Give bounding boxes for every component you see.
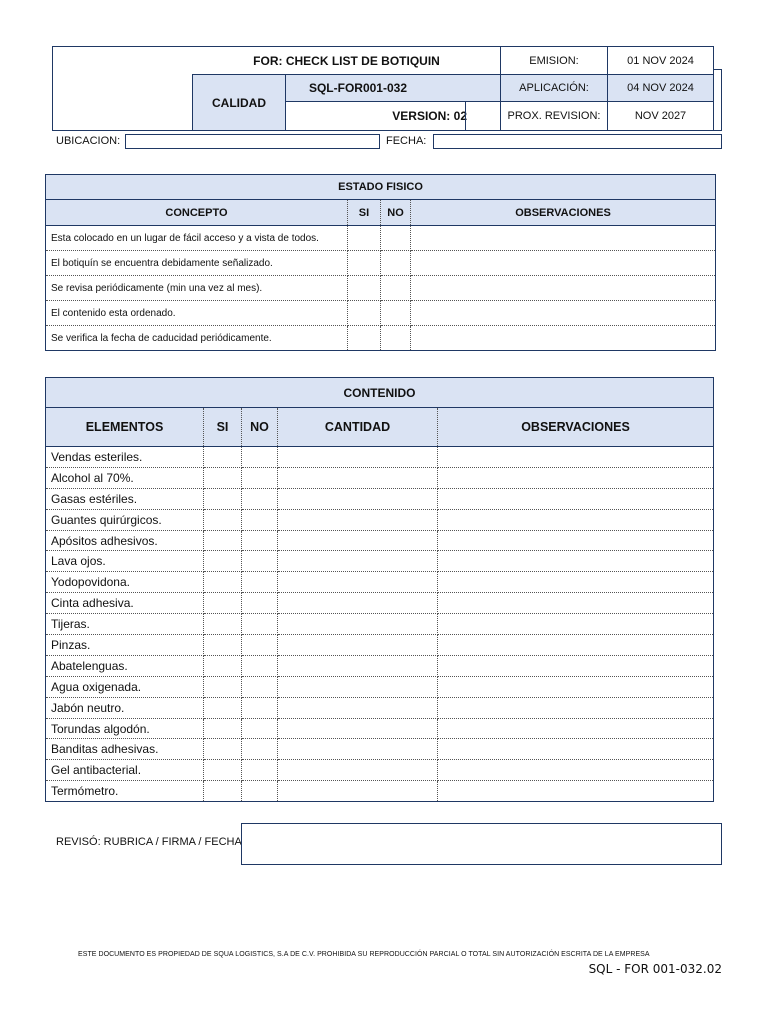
si-checkbox[interactable]	[204, 447, 242, 468]
contenido-row	[46, 635, 714, 656]
si-checkbox[interactable]	[204, 614, 242, 635]
elemento-cell: Tijeras.	[46, 614, 204, 635]
contenido-row	[46, 447, 714, 468]
no-checkbox[interactable]	[242, 697, 278, 718]
contenido-row	[46, 488, 714, 509]
cantidad-field[interactable]	[278, 593, 438, 614]
estado-fisico-title: ESTADO FISICO	[46, 175, 716, 200]
observaciones-field[interactable]	[438, 760, 714, 781]
observaciones-field[interactable]	[438, 593, 714, 614]
si-checkbox[interactable]	[348, 301, 381, 326]
cantidad-field[interactable]	[278, 447, 438, 468]
si-checkbox[interactable]	[204, 655, 242, 676]
si-checkbox[interactable]	[348, 251, 381, 276]
contenido-row	[46, 739, 714, 760]
observaciones-field[interactable]	[411, 326, 716, 351]
si-checkbox[interactable]	[204, 530, 242, 551]
no-checkbox[interactable]	[242, 467, 278, 488]
contenido-row	[46, 551, 714, 572]
observaciones-field[interactable]	[438, 739, 714, 760]
reviso-label: REVISÓ: RUBRICA / FIRMA / FECHA	[56, 836, 242, 848]
contenido-row	[46, 676, 714, 697]
observaciones-field[interactable]	[438, 509, 714, 530]
si-checkbox[interactable]	[204, 488, 242, 509]
elemento-cell: Lava ojos.	[46, 551, 204, 572]
contenido-title: CONTENIDO	[46, 378, 714, 408]
si-checkbox[interactable]	[348, 226, 381, 251]
contenido-table	[45, 377, 714, 802]
prox-revision-label: PROX. REVISION:	[500, 101, 607, 130]
no-checkbox[interactable]	[242, 614, 278, 635]
no-checkbox[interactable]	[242, 676, 278, 697]
cantidad-field[interactable]	[278, 467, 438, 488]
observaciones-field[interactable]	[438, 467, 714, 488]
elemento-cell: Gasas estériles.	[46, 488, 204, 509]
cantidad-field[interactable]	[278, 760, 438, 781]
cantidad-field[interactable]	[278, 488, 438, 509]
col-si: SI	[348, 200, 381, 226]
no-checkbox[interactable]	[242, 572, 278, 593]
observaciones-field[interactable]	[411, 226, 716, 251]
si-checkbox[interactable]	[204, 718, 242, 739]
col-no: NO	[242, 408, 278, 447]
contenido-row	[46, 760, 714, 781]
col-elementos: ELEMENTOS	[46, 408, 204, 447]
concepto-cell: Se revisa periódicamente (min una vez al mes).	[46, 276, 348, 301]
no-checkbox[interactable]	[242, 447, 278, 468]
observaciones-field[interactable]	[438, 488, 714, 509]
cantidad-field[interactable]	[278, 718, 438, 739]
form-code: SQL-FOR001-032	[285, 74, 430, 101]
ubicacion-field[interactable]	[125, 134, 380, 149]
cantidad-field[interactable]	[278, 530, 438, 551]
no-checkbox[interactable]	[242, 760, 278, 781]
si-checkbox[interactable]	[204, 593, 242, 614]
cantidad-field[interactable]	[278, 739, 438, 760]
col-concepto: CONCEPTO	[46, 200, 348, 226]
elemento-cell: Vendas esteriles.	[46, 447, 204, 468]
document-header	[52, 46, 714, 131]
footer-code: SQL - FOR 001-032.02	[588, 962, 722, 976]
no-checkbox[interactable]	[242, 488, 278, 509]
elemento-cell: Apósitos adhesivos.	[46, 530, 204, 551]
elemento-cell: Abatelenguas.	[46, 655, 204, 676]
fecha-field[interactable]	[433, 134, 722, 149]
observaciones-field[interactable]	[438, 530, 714, 551]
no-checkbox[interactable]	[242, 635, 278, 656]
form-version	[285, 101, 465, 130]
observaciones-field[interactable]	[438, 718, 714, 739]
emision-label: EMISION:	[500, 47, 607, 74]
observaciones-field[interactable]	[438, 781, 714, 802]
concepto-cell: El contenido esta ordenado.	[46, 301, 348, 326]
observaciones-field[interactable]	[411, 276, 716, 301]
contenido-row	[46, 467, 714, 488]
no-checkbox[interactable]	[381, 276, 411, 301]
observaciones-field[interactable]	[411, 251, 716, 276]
reviso-signature-field[interactable]	[241, 823, 722, 865]
si-checkbox[interactable]	[348, 326, 381, 351]
col-si: SI	[204, 408, 242, 447]
no-checkbox[interactable]	[242, 593, 278, 614]
elemento-cell: Pinzas.	[46, 635, 204, 656]
contenido-row	[46, 509, 714, 530]
si-checkbox[interactable]	[204, 635, 242, 656]
contenido-row	[46, 572, 714, 593]
code-fill	[430, 74, 500, 101]
si-checkbox[interactable]	[204, 509, 242, 530]
elemento-cell: Cinta adhesiva.	[46, 593, 204, 614]
version-text: VERSION: 02	[392, 109, 467, 123]
no-checkbox[interactable]	[381, 251, 411, 276]
concepto-cell: Se verifica la fecha de caducidad periódicamente.	[46, 326, 348, 351]
contenido-row	[46, 614, 714, 635]
observaciones-field[interactable]	[438, 551, 714, 572]
no-checkbox[interactable]	[242, 509, 278, 530]
observaciones-field[interactable]	[438, 655, 714, 676]
prox-revision-value: NOV 2027	[607, 101, 713, 130]
observaciones-field[interactable]	[438, 572, 714, 593]
contenido-row	[46, 530, 714, 551]
header-edge	[713, 69, 722, 131]
cantidad-field[interactable]	[278, 697, 438, 718]
observaciones-field[interactable]	[438, 447, 714, 468]
cantidad-field[interactable]	[278, 551, 438, 572]
concepto-cell: El botiquín se encuentra debidamente señalizado.	[46, 251, 348, 276]
ubicacion-label: UBICACION:	[56, 135, 121, 147]
si-checkbox[interactable]	[348, 276, 381, 301]
cantidad-field[interactable]	[278, 509, 438, 530]
cantidad-field[interactable]	[278, 572, 438, 593]
aplicacion-label: APLICACIÓN:	[500, 74, 607, 101]
si-checkbox[interactable]	[204, 760, 242, 781]
col-observaciones: OBSERVACIONES	[438, 408, 714, 447]
fecha-label: FECHA:	[386, 135, 427, 147]
elemento-cell: Guantes quirúrgicos.	[46, 509, 204, 530]
observaciones-field[interactable]	[438, 697, 714, 718]
concepto-cell: Esta colocado en un lugar de fácil acceso y a vista de todos.	[46, 226, 348, 251]
no-checkbox[interactable]	[242, 530, 278, 551]
no-checkbox[interactable]	[381, 226, 411, 251]
no-checkbox[interactable]	[242, 739, 278, 760]
contenido-row	[46, 718, 714, 739]
version-spacer	[465, 101, 500, 130]
contenido-row	[46, 697, 714, 718]
si-checkbox[interactable]	[204, 697, 242, 718]
si-checkbox[interactable]	[204, 551, 242, 572]
no-checkbox[interactable]	[242, 781, 278, 802]
elemento-cell: Banditas adhesivas.	[46, 739, 204, 760]
elemento-cell: Gel antibacterial.	[46, 760, 204, 781]
no-checkbox[interactable]	[242, 655, 278, 676]
form-title: FOR: CHECK LIST DE BOTIQUIN	[253, 53, 440, 68]
observaciones-field[interactable]	[411, 301, 716, 326]
elemento-cell: Torundas algodón.	[46, 718, 204, 739]
cantidad-field[interactable]	[278, 781, 438, 802]
no-checkbox[interactable]	[242, 551, 278, 572]
no-checkbox[interactable]	[381, 301, 411, 326]
estado-fisico-table	[45, 174, 716, 351]
cantidad-field[interactable]	[278, 655, 438, 676]
aplicacion-value: 04 NOV 2024	[607, 74, 713, 101]
si-checkbox[interactable]	[204, 739, 242, 760]
col-no: NO	[381, 200, 411, 226]
si-checkbox[interactable]	[204, 467, 242, 488]
col-cantidad: CANTIDAD	[278, 408, 438, 447]
elemento-cell: Agua oxigenada.	[46, 676, 204, 697]
elemento-cell: Jabón neutro.	[46, 697, 204, 718]
col-observaciones: OBSERVACIONES	[411, 200, 716, 226]
footer-notice: ESTE DOCUMENTO ES PROPIEDAD DE SQUA LOGISTICS, S.A DE C.V. PROHIBIDA SU REPRODUCCIÓN PARCIAL O TOTAL SIN AUTORIZACIÓN ESCRITA DE LA EMPRESA	[78, 951, 650, 958]
observaciones-field[interactable]	[438, 635, 714, 656]
contenido-row	[46, 593, 714, 614]
si-checkbox[interactable]	[204, 676, 242, 697]
cantidad-field[interactable]	[278, 614, 438, 635]
elemento-cell: Termómetro.	[46, 781, 204, 802]
area-label: CALIDAD	[192, 74, 285, 130]
si-checkbox[interactable]	[204, 781, 242, 802]
si-checkbox[interactable]	[204, 572, 242, 593]
cantidad-field[interactable]	[278, 635, 438, 656]
elemento-cell: Alcohol al 70%.	[46, 467, 204, 488]
emision-value: 01 NOV 2024	[607, 47, 713, 74]
cantidad-field[interactable]	[278, 676, 438, 697]
no-checkbox[interactable]	[242, 718, 278, 739]
observaciones-field[interactable]	[438, 676, 714, 697]
observaciones-field[interactable]	[438, 614, 714, 635]
no-checkbox[interactable]	[381, 326, 411, 351]
elemento-cell: Yodopovidona.	[46, 572, 204, 593]
contenido-row	[46, 781, 714, 802]
contenido-row	[46, 655, 714, 676]
